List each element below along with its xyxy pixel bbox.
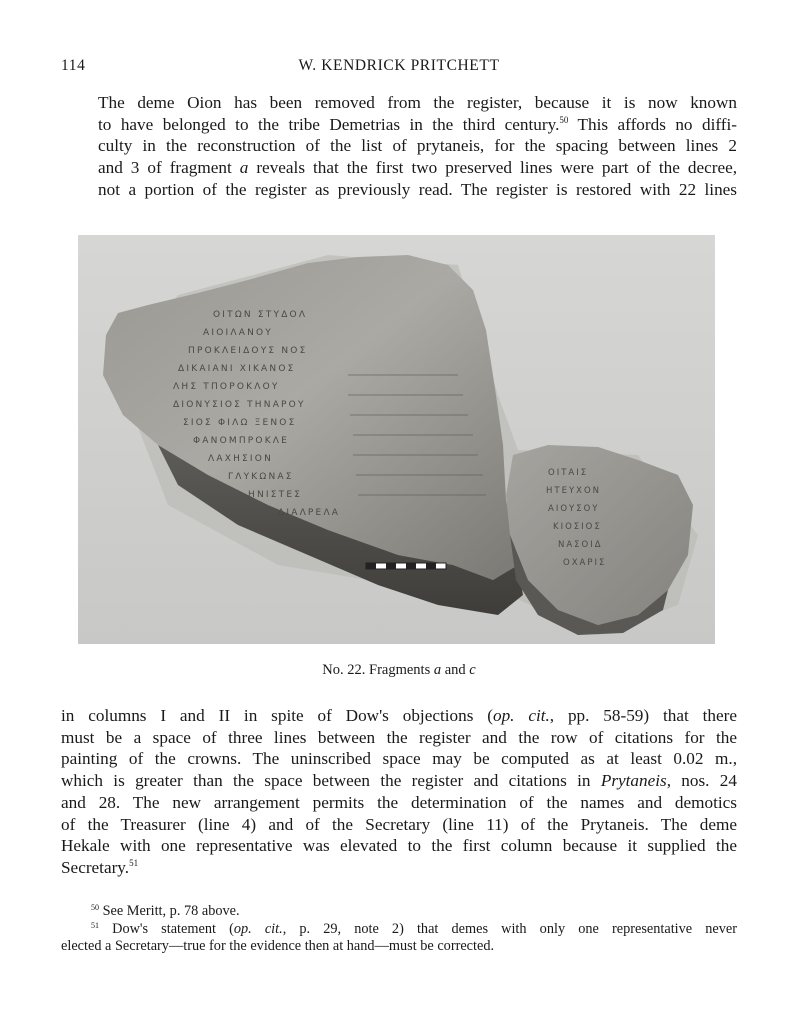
fragment-c-line: ΟΙΤΑΙΣ — [548, 468, 589, 478]
footnote-50 — [61, 903, 737, 921]
footnote-50-number: 50 — [91, 903, 99, 912]
fragment-c-line: ΑΙΟΥΣΟΥ — [548, 504, 600, 514]
para2-line-8-text: Secretary. — [61, 857, 130, 877]
inscription-line: ΗΝΙΣΤΕΣ — [248, 490, 303, 500]
figure-caption — [61, 662, 737, 679]
para1-line-5: not a portion of the register as previously read. The register is restored with 22 lines — [98, 179, 737, 199]
footnote-50-text: See Meritt, p. 78 above. — [99, 903, 240, 919]
para1-line-4-text-b: reveals that the first two preserved lines were part of the decree, — [248, 158, 738, 178]
footnote-ref-50: 50 — [559, 114, 569, 125]
para2-line-1 — [61, 705, 737, 727]
para1-line-2-text: to have belonged to the tribe Demetrias in the third century. — [98, 114, 560, 134]
inscription-line: ΦΑΝΟΜΠΡΟΚΛΕ — [193, 436, 290, 446]
footnote-51-line-2: elected a Secretary—true for the evidence then at hand—must be corrected. — [61, 938, 495, 954]
fragment-letter-a: a — [239, 158, 249, 178]
running-head — [61, 57, 737, 79]
footnote-51 — [61, 921, 737, 956]
caption-fragment-c: c — [469, 662, 476, 678]
caption-prefix: No. 22. Fragments — [322, 662, 434, 678]
footnote-51-line-1 — [61, 921, 737, 939]
para2-line-2: must be a space of three lines between the register and the row of citations for the — [61, 727, 737, 747]
page-number: 114 — [61, 57, 86, 74]
caption-and: and — [441, 662, 470, 678]
footnote-51-text-b: , p. 29, note 2) that demes with only one representative never — [282, 920, 737, 937]
para2-line-4-text: which is greater than the space between the register and citations in — [61, 771, 601, 791]
fragment-c-line: ΗΤΕΥΧΟΝ — [546, 486, 602, 496]
para2-line-1-text-b: , pp. 58-59) that there — [549, 706, 737, 725]
inscription-line: ΠΡΟΚΛΕΙΔΟΥΣ ΝΟΣ — [188, 346, 308, 356]
footnote-51-text-a: Dow's statement ( — [99, 920, 234, 937]
inscription-line: ΛΗΣ ΤΠΟΡΟΚΛΟΥ — [173, 382, 280, 392]
para1-line-3: culty in the reconstruction of the list of prytaneis, for the spacing between lines 2 — [98, 136, 737, 156]
scale-bar — [366, 563, 446, 569]
para2-line-3: painting of the crowns. The uninscribed space may be computed as at least 0.02 m., — [61, 749, 737, 769]
paragraph-2 — [61, 705, 737, 879]
footnote-51-number: 51 — [91, 920, 99, 930]
paragraph-1 — [61, 92, 737, 201]
para2-line-4 — [61, 770, 737, 792]
inscription-line: ΔΙΑΛΡΕΛΑ — [278, 508, 341, 518]
inscription-photo — [78, 235, 715, 644]
para2-line-6: of the Treasurer (line 4) and of the Secretary (line 11) of the Prytaneis. The deme — [61, 814, 737, 834]
para1-line-4 — [61, 157, 737, 179]
para2-line-5: and 28. The new arrangement permits the determination of the names and demotics — [61, 792, 737, 812]
para1-line-1: The deme Oion has been removed from the register, because it is now known — [98, 93, 737, 112]
inscription-line: ΑΙΟΙΛΑΝΟΥ — [203, 328, 273, 338]
para2-line-1-text: in columns I and II in spite of Dow's objections ( — [61, 706, 493, 725]
fragment-c-line: ΟΧΑΡΙΣ — [563, 558, 607, 568]
inscription-line: ΓΛΥΚΩΝΑΣ — [228, 472, 294, 482]
fragment-c-line: ΚΙΟΣΙΟΣ — [553, 522, 602, 532]
fragment-c-line: ΝΑΣΟΙΔ — [558, 540, 603, 550]
caption-fragment-a: a — [433, 662, 442, 678]
inscription-line: ΔΙΚΑΙΑΝΙ ΧΙΚΑΝΟΣ — [178, 364, 296, 374]
para2-line-8 — [61, 857, 737, 879]
footnotes — [61, 903, 737, 956]
figure-photograph — [78, 235, 715, 644]
para2-line-7: Hekale with one representative was elevated to the first column because it supplied the — [61, 836, 737, 856]
para1-line-2 — [61, 114, 737, 136]
inscription-line: ΟΙΤΩΝ ΣΤΥΔΟΛ — [213, 310, 308, 320]
inscription-line: ΛΑΧΗΣΙΟΝ — [208, 454, 274, 464]
para2-line-4-text-b: , nos. 24 — [666, 771, 737, 791]
para1-line-4-text: and 3 of fragment — [98, 158, 240, 178]
citation-op-cit: op. cit. — [492, 706, 550, 725]
citation-prytaneis: Prytaneis — [600, 771, 667, 791]
inscription-line: ΣΙΟΣ ΦΙΛΩ ΞΕΝΟΣ — [183, 418, 297, 428]
footnote-51-citation: op. cit. — [233, 920, 283, 937]
inscription-line: ΔΙΟΝΥΣΙΟΣ ΤΗΝΑΡΟΥ — [173, 400, 306, 410]
footnote-ref-51: 51 — [129, 857, 139, 868]
para1-line-2-text-b: This affords no diffi- — [568, 114, 737, 134]
running-head-author: W. KENDRICK PRITCHETT — [298, 57, 500, 74]
